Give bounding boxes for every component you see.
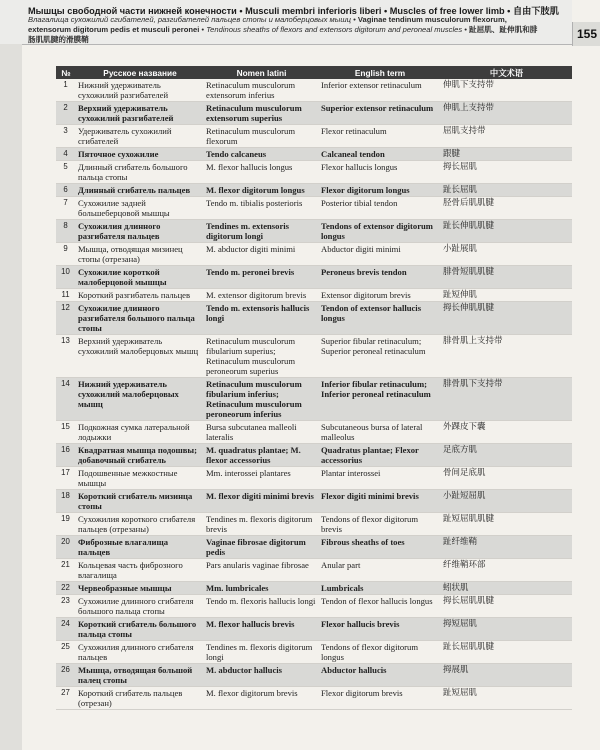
row-number: 4	[56, 148, 76, 161]
header-subtitle: Влагалища сухожилий сгибателей, разгибателей пальцев стопы и малоберцовых мышц • Vaginae tendinum musculorum flexorum, extensorum digitorum pedis et musculi peronei • Tendinous sheaths of flexors and extensors digitorum and peroneal muscles • 趾屈肌、趾伸肌和腓肠肌肌腱的滑膜鞘	[28, 15, 538, 44]
chinese-term: 趾纤维鞘	[441, 536, 572, 559]
english-term: Tendons of extensor digitorum longus	[319, 220, 441, 243]
chinese-term: 伸肌上支持带	[441, 102, 572, 125]
english-term: Posterior tibial tendon	[319, 197, 441, 220]
chinese-term: 趾短屈肌肌腱	[441, 513, 572, 536]
russian-name: Мышца, отводящая мизинец стопы (отрезана)	[76, 243, 204, 266]
russian-name: Длинный сгибатель пальцев	[76, 184, 204, 197]
chinese-term: 腓骨短肌肌腱	[441, 266, 572, 289]
table-row	[56, 102, 572, 125]
table-row	[56, 618, 572, 641]
latin-name: Tendo m. tibialis posterioris	[204, 197, 319, 220]
col-header-latin: Nomen latini	[204, 66, 319, 79]
row-number: 3	[56, 125, 76, 148]
english-term: Superior extensor retinaculum	[319, 102, 441, 125]
russian-name: Удерживатель сухожилий сгибателей	[76, 125, 204, 148]
row-number: 11	[56, 289, 76, 302]
row-number: 24	[56, 618, 76, 641]
english-term: Flexor hallucis longus	[319, 161, 441, 184]
latin-name: M. extensor digitorum brevis	[204, 289, 319, 302]
table-row	[56, 421, 572, 444]
latin-name: Retinaculum musculorum fibularium superius; Retinaculum musculorum peroneorum superius	[204, 335, 319, 378]
russian-name: Сухожилия длинного разгибателя пальцев	[76, 220, 204, 243]
english-term: Fibrous sheaths of toes	[319, 536, 441, 559]
russian-name: Короткий сгибатель мизинца стопы	[76, 490, 204, 513]
english-term: Abductor hallucis	[319, 664, 441, 687]
english-term: Anular part	[319, 559, 441, 582]
chinese-term: 腓骨肌上支持带	[441, 335, 572, 378]
row-number: 25	[56, 641, 76, 664]
table-row	[56, 490, 572, 513]
latin-name: Tendines m. flexoris digitorum longi	[204, 641, 319, 664]
table-row	[56, 220, 572, 243]
russian-name: Нижний удерживатель сухожилий малоберцовых мышц	[76, 378, 204, 421]
chinese-term: 跟腱	[441, 148, 572, 161]
col-header-english: English term	[319, 66, 441, 79]
table-row	[56, 582, 572, 595]
russian-name: Короткий разгибатель пальцев	[76, 289, 204, 302]
latin-name: Bursa subcutanea malleoli lateralis	[204, 421, 319, 444]
row-number: 16	[56, 444, 76, 467]
latin-name: Retinaculum musculorum flexorum	[204, 125, 319, 148]
terms-table	[56, 66, 572, 710]
subtitle-la: Vaginae tendinum musculorum flexorum, extensorum digitorum pedis et musculi peronei	[28, 15, 507, 34]
russian-name: Пяточное сухожилие	[76, 148, 204, 161]
row-number: 19	[56, 513, 76, 536]
english-term: Flexor digiti minimi brevis	[319, 490, 441, 513]
latin-name: Tendines m. flexoris digitorum brevis	[204, 513, 319, 536]
table-header-row	[56, 66, 572, 79]
row-number: 18	[56, 490, 76, 513]
russian-name: Червеобразные мышцы	[76, 582, 204, 595]
col-header-number: №	[56, 66, 76, 79]
latin-name: Tendo m. extensoris hallucis longi	[204, 302, 319, 335]
row-number: 20	[56, 536, 76, 559]
latin-name: M. abductor digiti minimi	[204, 243, 319, 266]
russian-name: Квадратная мышца подошвы; добавочный сгибатель	[76, 444, 204, 467]
latin-name: Retinaculum musculorum extensorum inferius	[204, 79, 319, 102]
russian-name: Верхний удерживатель сухожилий малоберцовых мышц	[76, 335, 204, 378]
latin-name: M. flexor digitorum longus	[204, 184, 319, 197]
russian-name: Верхний удерживатель сухожилий разгибателей	[76, 102, 204, 125]
english-term: Plantar interossei	[319, 467, 441, 490]
english-term: Flexor digitorum brevis	[319, 687, 441, 710]
english-term: Extensor digitorum brevis	[319, 289, 441, 302]
table-row	[56, 125, 572, 148]
english-term: Inferior fibular retinaculum; Inferior peroneal retinaculum	[319, 378, 441, 421]
russian-name: Короткий сгибатель большого пальца стопы	[76, 618, 204, 641]
russian-name: Подошвенные межкостные мышцы	[76, 467, 204, 490]
russian-name: Сухожилие задней большеберцовой мышцы	[76, 197, 204, 220]
chinese-term: 趾短屈肌	[441, 687, 572, 710]
table-row	[56, 161, 572, 184]
row-number: 8	[56, 220, 76, 243]
latin-name: Vaginae fibrosae digitorum pedis	[204, 536, 319, 559]
table-row	[56, 148, 572, 161]
latin-name: Mm. lumbricales	[204, 582, 319, 595]
table-row	[56, 378, 572, 421]
english-term: Flexor digitorum longus	[319, 184, 441, 197]
row-number: 23	[56, 595, 76, 618]
table-row	[56, 266, 572, 289]
chinese-term: 小趾短屈肌	[441, 490, 572, 513]
russian-name: Длинный сгибатель большого пальца стопы	[76, 161, 204, 184]
table-row	[56, 559, 572, 582]
chinese-term: 纤维鞘环部	[441, 559, 572, 582]
latin-name: Mm. interossei plantares	[204, 467, 319, 490]
chinese-term: 外踝皮下囊	[441, 421, 572, 444]
row-number: 27	[56, 687, 76, 710]
english-term: Tendons of flexor digitorum longus	[319, 641, 441, 664]
row-number: 12	[56, 302, 76, 335]
latin-name: M. flexor digitorum brevis	[204, 687, 319, 710]
table-row	[56, 467, 572, 490]
russian-name: Кольцевая часть фиброзного влагалища	[76, 559, 204, 582]
row-number: 6	[56, 184, 76, 197]
chinese-term: 趾长屈肌	[441, 184, 572, 197]
row-number: 2	[56, 102, 76, 125]
russian-name: Сухожилие длинного сгибателя большого пальца стопы	[76, 595, 204, 618]
header-title: Мышцы свободной части нижней конечности • Musculi membri inferioris liberi • Muscles of free lower limb • 自由下肢肌	[28, 6, 559, 16]
russian-name: Фиброзные влагалища пальцев	[76, 536, 204, 559]
english-term: Subcutaneous bursa of lateral malleolus	[319, 421, 441, 444]
row-number: 10	[56, 266, 76, 289]
latin-name: M. flexor digiti minimi brevis	[204, 490, 319, 513]
chinese-term: 趾短伸肌	[441, 289, 572, 302]
table-row	[56, 687, 572, 710]
col-header-chinese: 中文术语	[441, 66, 572, 79]
subtitle-ru: Влагалища сухожилий сгибателей, разгибателей пальцев стопы и малоберцовых мышц	[28, 15, 351, 24]
table-row	[56, 197, 572, 220]
row-number: 17	[56, 467, 76, 490]
latin-name: Pars anularis vaginae fibrosae	[204, 559, 319, 582]
row-number: 14	[56, 378, 76, 421]
table-row	[56, 289, 572, 302]
chinese-term: 蚓状肌	[441, 582, 572, 595]
english-term: Lumbricals	[319, 582, 441, 595]
row-number: 26	[56, 664, 76, 687]
page-number: 155	[572, 22, 600, 46]
row-number: 7	[56, 197, 76, 220]
chinese-term: 拇长屈肌肌腱	[441, 595, 572, 618]
latin-name: Tendo calcaneus	[204, 148, 319, 161]
russian-name: Сухожилия короткого сгибателя пальцев (отрезаны)	[76, 513, 204, 536]
page-header	[0, 0, 572, 45]
english-term: Inferior extensor retinaculum	[319, 79, 441, 102]
russian-name: Короткий сгибатель пальцев (отрезан)	[76, 687, 204, 710]
latin-name: M. flexor hallucis longus	[204, 161, 319, 184]
chinese-term: 小趾展肌	[441, 243, 572, 266]
russian-name: Мышца, отводящая большой палец стопы	[76, 664, 204, 687]
latin-name: Tendines m. extensoris digitorum longi	[204, 220, 319, 243]
chinese-term: 拇长屈肌	[441, 161, 572, 184]
chinese-term: 足底方肌	[441, 444, 572, 467]
col-header-russian: Русское название	[76, 66, 204, 79]
english-term: Superior fibular retinaculum; Superior peroneal retinaculum	[319, 335, 441, 378]
russian-name: Сухожилие длинного разгибателя большого пальца стопы	[76, 302, 204, 335]
english-term: Calcaneal tendon	[319, 148, 441, 161]
english-term: Quadratus plantae; Flexor accessorius	[319, 444, 441, 467]
page-margin-strip	[0, 44, 22, 750]
table-row	[56, 444, 572, 467]
chinese-term: 胫骨后肌肌腱	[441, 197, 572, 220]
table-row	[56, 513, 572, 536]
table-row	[56, 595, 572, 618]
subtitle-zh: 趾屈肌、趾伸肌和腓肠肌肌腱的滑膜鞘	[28, 25, 538, 44]
row-number: 13	[56, 335, 76, 378]
latin-name: M. quadratus plantae; M. flexor accessorius	[204, 444, 319, 467]
english-term: Tendons of flexor digitorum brevis	[319, 513, 441, 536]
row-number: 22	[56, 582, 76, 595]
russian-name: Подкожная сумка латеральной лодыжки	[76, 421, 204, 444]
row-number: 5	[56, 161, 76, 184]
russian-name: Нижний удерживатель сухожилий разгибателей	[76, 79, 204, 102]
table-row	[56, 243, 572, 266]
english-term: Flexor hallucis brevis	[319, 618, 441, 641]
chinese-term: 骨间足底肌	[441, 467, 572, 490]
chinese-term: 屈肌支持带	[441, 125, 572, 148]
latin-name: M. abductor hallucis	[204, 664, 319, 687]
row-number: 9	[56, 243, 76, 266]
english-term: Tendon of flexor hallucis longus	[319, 595, 441, 618]
english-term: Abductor digiti minimi	[319, 243, 441, 266]
russian-name: Сухожилие короткой малоберцовой мышцы	[76, 266, 204, 289]
chinese-term: 趾长屈肌肌腱	[441, 641, 572, 664]
row-number: 21	[56, 559, 76, 582]
chinese-term: 拇长伸肌肌腱	[441, 302, 572, 335]
chinese-term: 拇短屈肌	[441, 618, 572, 641]
latin-name: Retinaculum musculorum fibularium inferius; Retinaculum musculorum peroneorum inferius	[204, 378, 319, 421]
russian-name: Сухожилия длинного сгибателя пальцев	[76, 641, 204, 664]
english-term: Peroneus brevis tendon	[319, 266, 441, 289]
latin-name: M. flexor hallucis brevis	[204, 618, 319, 641]
chinese-term: 拇展肌	[441, 664, 572, 687]
english-term: Tendon of extensor hallucis longus	[319, 302, 441, 335]
table-row	[56, 536, 572, 559]
latin-name: Retinaculum musculorum extensorum superius	[204, 102, 319, 125]
table-row	[56, 664, 572, 687]
latin-name: Tendo m. peronei brevis	[204, 266, 319, 289]
row-number: 1	[56, 79, 76, 102]
english-term: Flexor retinaculum	[319, 125, 441, 148]
chinese-term: 趾长伸肌肌腱	[441, 220, 572, 243]
table-row	[56, 184, 572, 197]
table-row	[56, 335, 572, 378]
table-row	[56, 79, 572, 102]
table-row	[56, 302, 572, 335]
row-number: 15	[56, 421, 76, 444]
chinese-term: 伸肌下支持带	[441, 79, 572, 102]
subtitle-en: Tendinous sheaths of flexors and extensors digitorum and peroneal muscles	[206, 25, 463, 34]
chinese-term: 腓骨肌下支持带	[441, 378, 572, 421]
latin-name: Tendo m. flexoris hallucis longi	[204, 595, 319, 618]
table-row	[56, 641, 572, 664]
